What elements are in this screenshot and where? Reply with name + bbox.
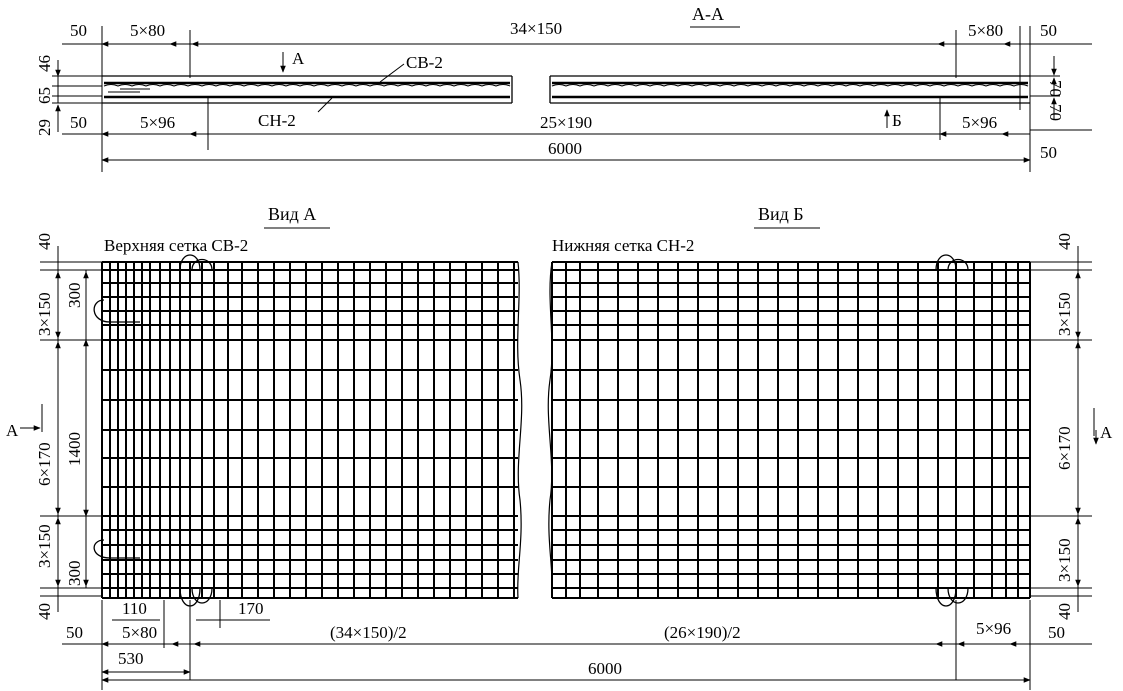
view-a-title: Вид А — [268, 204, 317, 224]
bottom-half-b: (26×190)/2 — [664, 623, 741, 642]
section-dim-top-0: 50 — [70, 21, 87, 40]
section-dim-top-1: 5×80 — [130, 21, 166, 40]
section-dim-bottom-1: 5×96 — [140, 113, 176, 132]
cut-label-a: А — [292, 49, 305, 68]
cut-label-b: Б — [892, 111, 902, 130]
section-dim-right-1: 70 — [1046, 104, 1065, 121]
view-a-subtitle: Верхняя сетка СВ-2 — [104, 236, 249, 255]
view-a-dim-6: 300 — [65, 560, 84, 586]
view-a-cut-label: А — [6, 421, 19, 440]
view-a-bottom-dim-3: 5×80 — [122, 623, 158, 642]
section-a-a — [35, 4, 1092, 172]
view-b-dim-2: 6×170 — [1055, 426, 1074, 470]
section-dim-top-3: 5×80 — [968, 21, 1004, 40]
view-a-dim-1: 300 — [65, 282, 84, 308]
section-dim-left-0: 46 — [35, 55, 54, 72]
mesh-grid-bottom — [552, 255, 1030, 606]
view-b-dim-1: 3×150 — [1055, 292, 1074, 336]
section-dim-top-4: 50 — [1040, 21, 1057, 40]
view-a-bottom-dim-0: 110 — [122, 599, 147, 618]
view-b-dim-0: 40 — [1055, 233, 1074, 250]
bottom-total: 6000 — [588, 659, 622, 678]
section-dim-left-1: 65 — [35, 87, 54, 104]
section-dim-right-2: 50 — [1040, 143, 1057, 162]
view-b-cut-label: А — [1100, 423, 1113, 442]
view-a-dim-3: 1400 — [65, 432, 84, 466]
view-b-bottom-dim-1: 50 — [1048, 623, 1065, 642]
section-dim-right-0: 70 — [1046, 80, 1065, 97]
view-a-dim-5: 3×150 — [35, 524, 54, 568]
view-b-title: Вид Б — [758, 204, 804, 224]
view-a-bottom-dim-1: 170 — [238, 599, 264, 618]
label-top-mesh: СВ-2 — [406, 53, 443, 72]
view-a-bottom-dim-2: 50 — [66, 623, 83, 642]
view-b-bottom-dim-0: 5×96 — [976, 619, 1012, 638]
view-a — [6, 204, 522, 680]
overall-dimensions — [62, 600, 1092, 690]
view-a-dim-7: 40 — [35, 603, 54, 620]
view-a-dim-0: 40 — [35, 233, 54, 250]
label-bottom-mesh: СН-2 — [258, 111, 296, 130]
view-a-dim-2: 3×150 — [35, 292, 54, 336]
view-b-dim-4: 40 — [1055, 603, 1074, 620]
view-b-dim-3: 3×150 — [1055, 538, 1074, 582]
lifting-loop-b-bottom-2 — [948, 588, 968, 603]
section-dim-bottom-2: 25×190 — [540, 113, 593, 132]
mesh-grid-top — [94, 255, 518, 606]
section-dim-top-2: 34×150 — [510, 19, 563, 38]
section-dim-bottom-3: 5×96 — [962, 113, 998, 132]
section-total: 6000 — [548, 139, 582, 158]
view-a-bottom-dim-4: 530 — [118, 649, 144, 668]
bottom-half-a: (34×150)/2 — [330, 623, 407, 642]
section-dim-bottom-0: 50 — [70, 113, 87, 132]
view-b — [548, 204, 1113, 680]
view-b-subtitle: Нижняя сетка СН-2 — [552, 236, 695, 255]
section-dim-left-2: 29 — [35, 119, 54, 136]
section-title: А-А — [692, 4, 724, 24]
view-a-dim-4: 6×170 — [35, 442, 54, 486]
break-line-a — [518, 262, 522, 598]
